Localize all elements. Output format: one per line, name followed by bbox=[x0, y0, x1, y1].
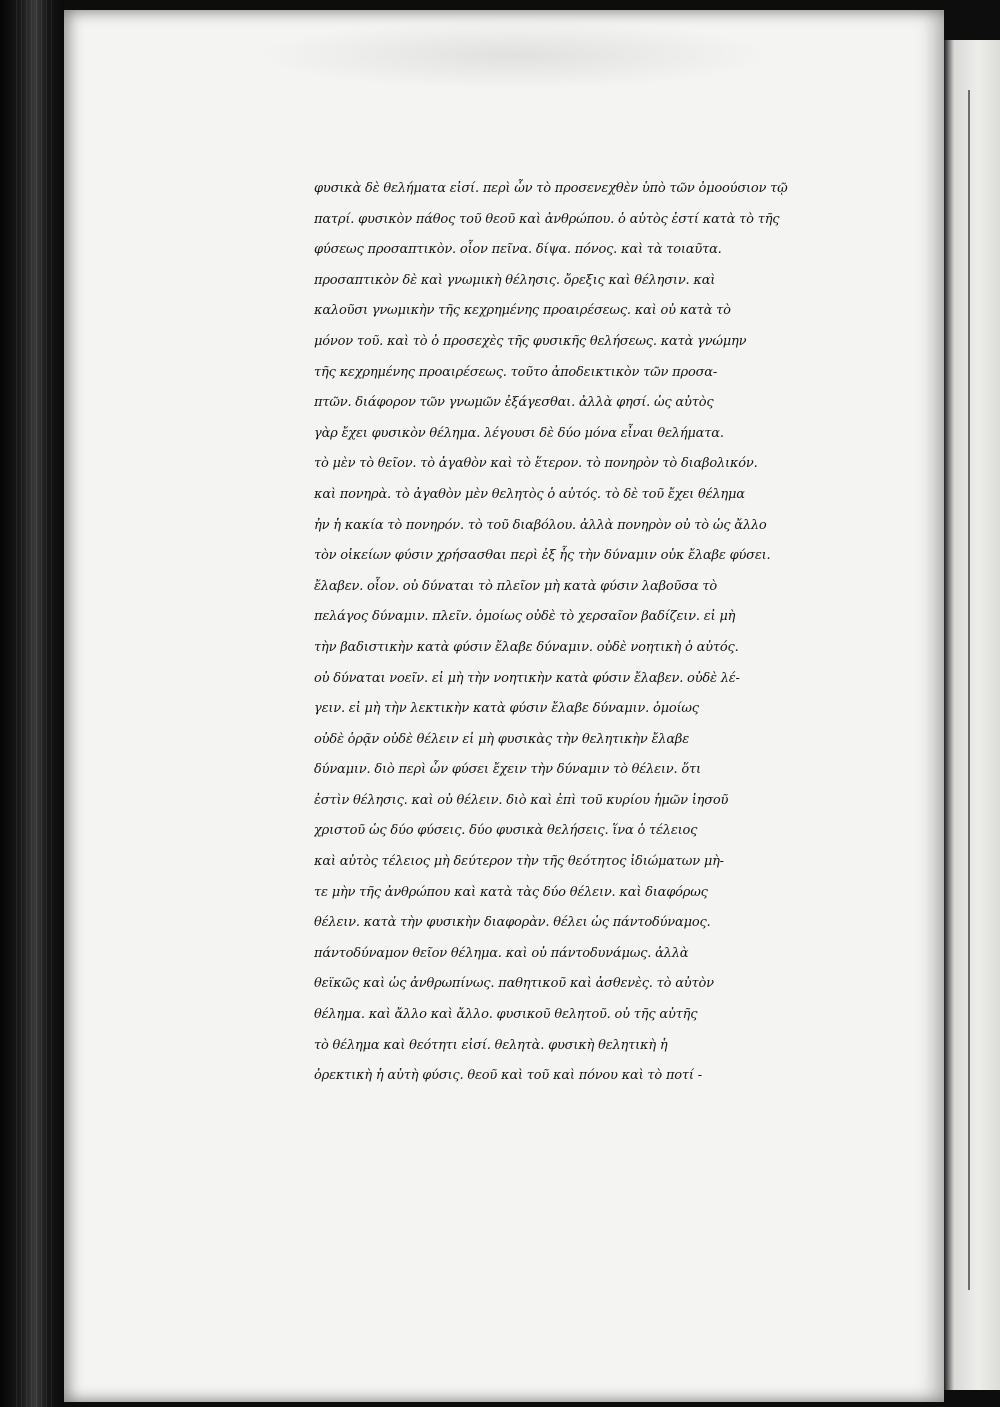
manuscript-line: προσαπτικὸν δὲ καὶ γνωμικὴ θέλησις. ὄρεξις καὶ θέλησιν. καὶ bbox=[314, 272, 716, 288]
manuscript-line: τῆς κεχρημένης προαιρέσεως. τοῦτο ἀποδεικτικὸν τῶν προσα- bbox=[314, 364, 718, 380]
manuscript-line: πτῶν. διάφορον τῶν γνωμῶν ἐξάγεσθαι. ἀλλὰ φησί. ὡς αὐτὸς bbox=[314, 395, 714, 411]
manuscript-line: χριστοῦ ὡς δύο φύσεις. δύο φυσικὰ θελήσεις. ἵνα ὁ τέλειος bbox=[314, 823, 698, 839]
manuscript-line: τε μὴν τῆς ἀνθρώπου καὶ κατὰ τὰς δύο θέλειν. καὶ διαφόρως bbox=[314, 884, 708, 900]
manuscript-line: οὐ δύναται νοεῖν. εἰ μὴ τὴν νοητικὴν κατὰ φύσιν ἔλαβεν. οὐδὲ λέ- bbox=[314, 670, 740, 686]
manuscript-line: τὴν βαδιστικὴν κατὰ φύσιν ἔλαβε δύναμιν. οὐδὲ νοητικὴ ὁ αὐτός. bbox=[314, 639, 739, 655]
page-stain bbox=[254, 20, 774, 90]
binding-texture bbox=[16, 0, 56, 1407]
manuscript-line: ὀρεκτικὴ ἡ αὐτὴ φύσις. θεοῦ καὶ τοῦ καὶ πόνου καὶ τὸ ποτί - bbox=[314, 1068, 702, 1084]
manuscript-line: ἔλαβεν. οἷον. οὐ δύναται τὸ πλεῖον μὴ κατὰ φύσιν λαβοῦσα τὸ bbox=[314, 578, 717, 594]
manuscript-line: δύναμιν. διὸ περὶ ὧν φύσει ἔχειν τὴν δύναμιν τὸ θέλειν. ὅτι bbox=[314, 762, 701, 778]
manuscript-line: φύσεως προσαπτικὸν. οἷον πεῖνα. δίψα. πόνος. καὶ τὰ τοιαῦτα. bbox=[314, 242, 722, 258]
manuscript-line: τὸν οἰκείων φύσιν χρήσασθαι περὶ ἐξ ἧς τὴν δύναμιν οὐκ ἔλαβε φύσει. bbox=[314, 548, 771, 564]
manuscript-line: τὸ μὲν τὸ θεῖον. τὸ ἀγαθὸν καὶ τὸ ἕτερον. τὸ πονηρὸν τὸ διαβολικόν. bbox=[314, 456, 758, 472]
manuscript-line: γὰρ ἔχει φυσικὸν θέλημα. λέγουσι δὲ δύο μόνα εἶναι θελήματα. bbox=[314, 425, 724, 441]
manuscript-line: καὶ πονηρὰ. τὸ ἀγαθὸν μὲν θελητὸς ὁ αὐτός. τὸ δὲ τοῦ ἔχει θέλημα bbox=[314, 486, 745, 502]
manuscript-text-block bbox=[314, 174, 860, 1092]
manuscript-line: οὐδὲ ὁρᾷν οὐδὲ θέλειν εἰ μὴ φυσικὰς τὴν θελητικὴν ἔλαβε bbox=[314, 731, 690, 747]
adjacent-page-margin-line bbox=[968, 90, 970, 1290]
adjacent-page-edge bbox=[944, 40, 1000, 1390]
manuscript-line: τὸ θέλημα καὶ θεότητι εἰσί. θελητὰ. φυσικὴ θελητικὴ ἡ bbox=[314, 1037, 668, 1053]
manuscript-line: γειν. εἰ μὴ τὴν λεκτικὴν κατὰ φύσιν ἔλαβε δύναμιν. ὁμοίως bbox=[314, 701, 699, 717]
manuscript-line: πελάγος δύναμιν. πλεῖν. ὁμοίως οὐδὲ τὸ χερσαῖον βαδίζειν. εἰ μὴ bbox=[314, 609, 736, 625]
manuscript-line: θέλημα. καὶ ἄλλο καὶ ἄλλο. φυσικοῦ θελητοῦ. οὐ τῆς αὐτῆς bbox=[314, 1007, 698, 1023]
manuscript-line: καὶ αὐτὸς τέλειος μὴ δεύτερον τὴν τῆς θεότητος ἰδιώματων μὴ- bbox=[314, 854, 724, 870]
manuscript-line: πατρί. φυσικὸν πάθος τοῦ θεοῦ καὶ ἀνθρώπου. ὁ αὐτὸς ἐστί κατὰ τὸ τῆς bbox=[314, 211, 780, 227]
manuscript-line: θέλειν. κατὰ τὴν φυσικὴν διαφορὰν. θέλει ὡς πάντοδύναμος. bbox=[314, 915, 711, 931]
manuscript-line: ἐστὶν θέλησις. καὶ οὐ θέλειν. διὸ καὶ ἐπὶ τοῦ κυρίου ἡμῶν ἰησοῦ bbox=[314, 792, 729, 808]
manuscript-line: καλοῦσι γνωμικὴν τῆς κεχρημένης προαιρέσεως. καὶ οὐ κατὰ τὸ bbox=[314, 303, 731, 319]
manuscript-line: φυσικὰ δὲ θελήματα εἰσί. περὶ ὧν τὸ προσενεχθὲν ὑπὸ τῶν ὁμοούσιον τῷ bbox=[314, 181, 788, 196]
book-spine bbox=[0, 0, 64, 1407]
manuscript-line: μόνον τοῦ. καὶ τὸ ὁ προσεχὲς τῆς φυσικῆς θελήσεως. κατὰ γνώμην bbox=[314, 333, 747, 349]
manuscript-line: πάντοδύναμον θεῖον θέλημα. καὶ οὐ πάντοδυνάμως. ἀλλὰ bbox=[314, 945, 689, 961]
manuscript-line: ἠν ἡ κακία τὸ πονηρόν. τὸ τοῦ διαβόλου. ἀλλὰ πονηρὸν οὐ τὸ ὡς ἄλλο bbox=[314, 517, 767, 533]
manuscript-line: θεϊκῶς καὶ ὡς ἀνθρωπίνως. παθητικοῦ καὶ ἀσθενὲς. τὸ αὐτὸν bbox=[314, 976, 714, 992]
